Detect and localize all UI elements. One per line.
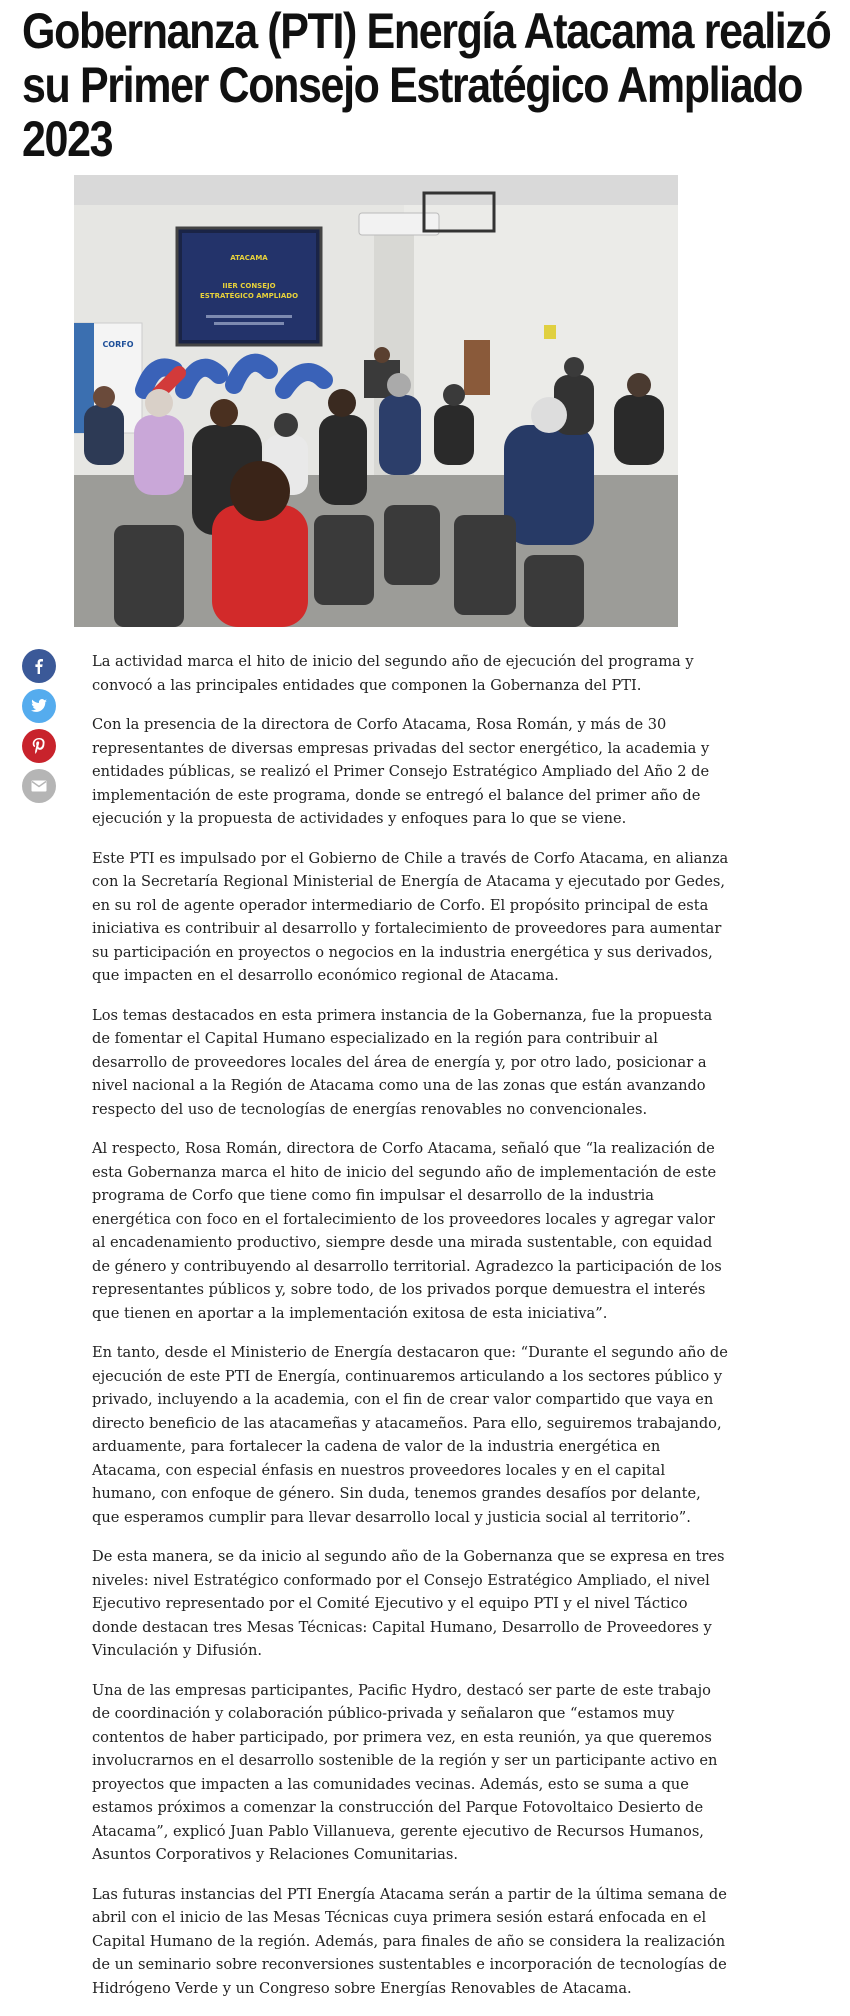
article-body <box>92 650 732 2016</box>
facebook-icon <box>31 658 47 674</box>
share-bar <box>22 649 58 809</box>
share-pinterest-button[interactable] <box>22 729 56 763</box>
banner-logo: CORFO <box>102 340 134 349</box>
article-hero-image <box>74 175 678 627</box>
article-paragraph: En tanto, desde el Ministerio de Energía destacaron que: “Durante el segundo año de ejecución de este PTI de Energía, continuaremos articulando a los sectores público y privado, incluyendo a la academia, con el fin de crear valor compartido que vaya en directo beneficio de las atacameñas y atacameños. Para ello, seguiremos trabajando, arduamente, para fortalecer la cadena de valor de la industria energética en Atacama, con especial énfasis en nuestros proveedores locales y en el capital humano, con enfoque de género. Sin duda, tenemos grandes desafíos por delante, que esperamos cumplir para llevar desarrollo local y justicia social al territorio”. <box>92 1344 728 1526</box>
article-paragraph: Las futuras instancias del PTI Energía Atacama serán a partir de la última semana de abril con el inicio de las Mesas Técnicas cuya primera sesión estará enfocada en el Capital Humano de la región. Además, para finales de año se considera la realización de un seminario sobre reconversiones sustentables e incorporación de tecnologías de Hidrógeno Verde y un Congreso sobre Energías Renovables de Atacama. <box>92 1885 727 1997</box>
twitter-icon <box>31 699 47 713</box>
article-paragraph: De esta manera, se da inicio al segundo año de la Gobernanza que se expresa en tres niveles: nivel Estratégico conformado por el Consejo Estratégico Ampliado, el nivel Ejecutivo representado por el Comité Ejecutivo y el equipo PTI y el nivel Táctico donde destacan tres Mesas Técnicas: Capital Humano, Desarrollo de Proveedores y Vinculación y Difusión. <box>92 1548 725 1659</box>
article-paragraph: Los temas destacados en esta primera instancia de la Gobernanza, fue la propuesta de fomentar el Capital Humano especializado en la región para contribuir al desarrollo de proveedores locales del área de energía y, por otro lado, posicionar a nivel nacional a la Región de Atacama como una de las zonas que están avanzando respecto del uso de tecnologías de energías renovables no convencionales. <box>92 1006 713 1118</box>
screen-text-2: IIER CONSEJO <box>222 282 276 290</box>
article-paragraph: La actividad marca el hito de inicio del segundo año de ejecución del programa y convocó a las principales entidades que componen la Gobernanza del PTI. <box>92 653 694 694</box>
article-title: Gobernanza (PTI) Energía Atacama realizó su Primer Consejo Estratégico Ampliado 2023 <box>22 3 831 167</box>
article-paragraph: Con la presencia de la directora de Corfo Atacama, Rosa Román, y más de 30 representantes de diversas empresas privadas del sector energético, la academia y entidades públicas, se realizó el Primer Consejo Estratégico Ampliado del Año 2 de implementación de este programa, donde se entregó el balance del primer año de ejecución y la propuesta de actividades y enfoques para lo que se viene. <box>92 716 710 827</box>
screen-text-1: ATACAMA <box>230 254 268 262</box>
share-facebook-button[interactable] <box>22 649 56 683</box>
article-paragraph: Este PTI es impulsado por el Gobierno de Chile a través de Corfo Atacama, en alianza con la Secretaría Regional Ministerial de Energía de Atacama y ejecutado por Gedes, en su rol de agente operador intermediario de Corfo. El propósito principal de esta iniciativa es contribuir al desarrollo y fortalecimiento de proveedores para aumentar su participación en proyectos o negocios en la industria energética y sus derivados, que impacten en el desarrollo económico regional de Atacama. <box>92 849 729 984</box>
share-twitter-button[interactable] <box>22 689 56 723</box>
share-email-button[interactable] <box>22 769 56 803</box>
article-paragraph: Una de las empresas participantes, Pacific Hydro, destacó ser parte de este trabajo de coordinación y colaboración público-privada y señalaron que “estamos muy contentos de haber participado, por primera vez, en esta reunión, ya que queremos involucrarnos en el desarrollo sostenible de la región y ser un participante activo en proyectos que impacten a las comunidades vecinas. Además, esto se suma a que estamos próximos a comenzar la construcción del Parque Fotovoltaico Desierto de Atacama”, explicó Juan Pablo Villanueva, gerente ejecutivo de Recursos Humanos, Asuntos Corporativos y Relaciones Comunitarias. <box>92 1681 718 1863</box>
email-icon <box>31 780 47 792</box>
screen-text-3: ESTRATÉGICO AMPLIADO <box>199 292 299 300</box>
article-paragraph: Al respecto, Rosa Román, directora de Corfo Atacama, señaló que “la realización de esta Gobernanza marca el hito de inicio del segundo año de implementación de este programa de Corfo que tiene como fin impulsar el desarrollo de la industria energética con foco en el fortalecimiento de los proveedores locales y agregar valor al encadenamiento productivo, siempre desde una mirada sustentable, con equidad de género y contribuyendo al desarrollo territorial. Agradezco la participación de los representantes públicos y, sobre todo, de los privados porque demuestra el interés que tienen en aportar a la implementación exitosa de esta iniciativa”. <box>92 1140 722 1322</box>
pinterest-icon <box>32 738 46 754</box>
